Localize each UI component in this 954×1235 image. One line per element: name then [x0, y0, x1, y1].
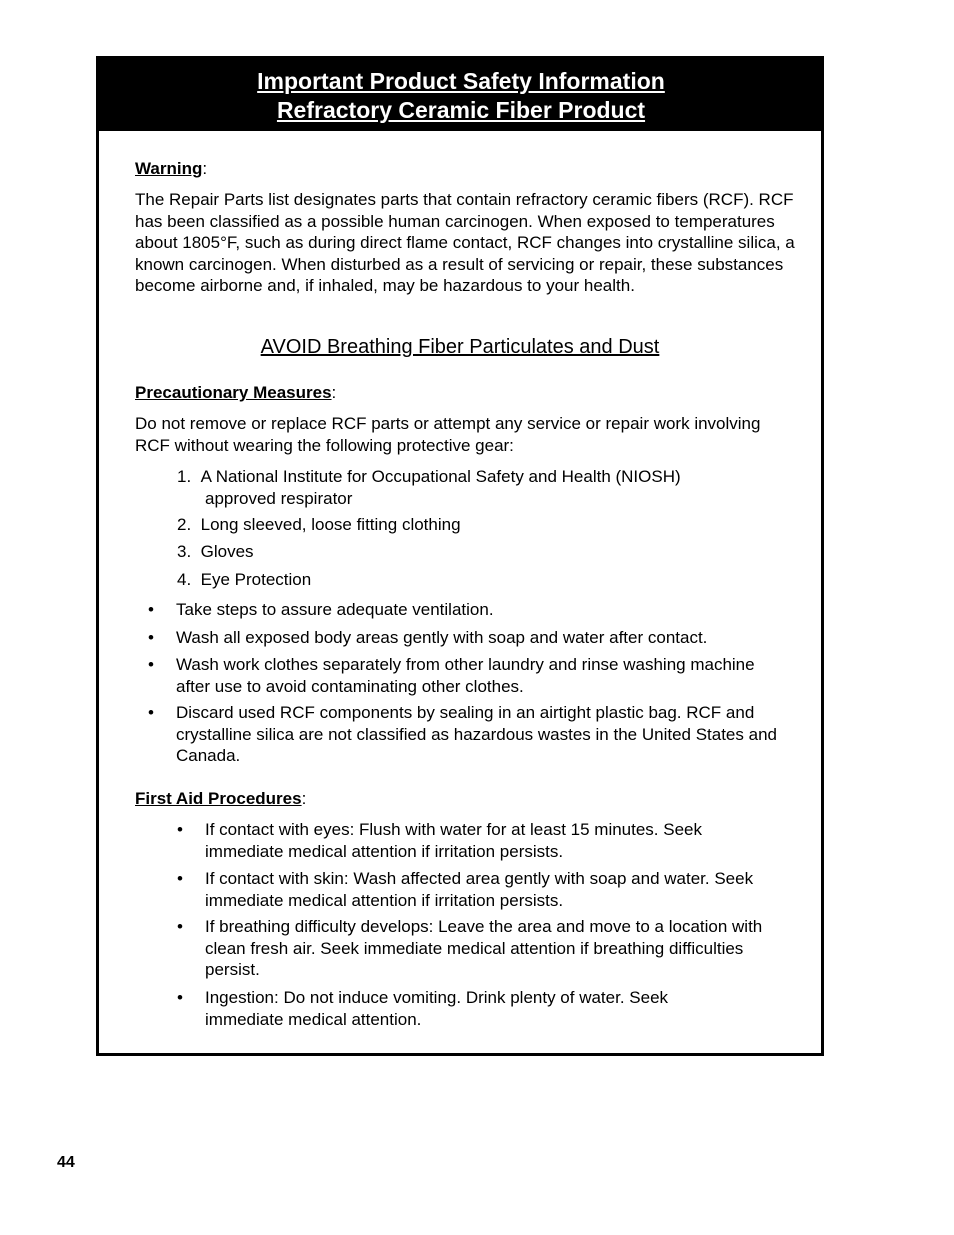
gear-item: [177, 541, 757, 563]
first-aid-colon: :: [301, 789, 307, 808]
first-aid-heading: First Aid Procedures: [135, 789, 302, 808]
gear-item-number: 1.: [177, 467, 192, 486]
precaution-bullet-text: Wash all exposed body areas gently with soap and water after contact.: [176, 628, 708, 647]
bullet-glyph: •: [177, 988, 183, 1007]
precaution-bullet-text: Wash work clothes separately from other laundry and rinse washing machine after use to avoid contaminating other clothes.: [176, 655, 755, 696]
warning-heading: Warning: [135, 159, 203, 178]
avoid-notice: AVOID Breathing Fiber Particulates and Dust: [260, 336, 660, 358]
gear-item-text: Long sleeved, loose fitting clothing: [200, 515, 461, 534]
first-aid-bullet-text: If breathing difficulty develops: Leave the area and move to a location with clean fresh air. Seek immediate medical attention if breathing difficulties persist.: [205, 917, 763, 979]
precautions-intro: Do not remove or replace RCF parts or attempt any service or repair work involving RCF without wearing the following protective gear:: [135, 414, 761, 455]
bullet-glyph: •: [148, 703, 154, 722]
gear-item-text: A National Institute for Occupational Safety and Health (NIOSH): [200, 467, 681, 486]
bullet-glyph: •: [177, 917, 183, 936]
bullet-glyph: •: [177, 820, 183, 839]
gear-item-text: Eye Protection: [200, 570, 312, 589]
gear-item-text-continued: approved respirator: [205, 488, 353, 508]
warning-colon: :: [202, 159, 208, 178]
gear-item-text: Gloves: [200, 542, 254, 561]
gear-item: [177, 466, 757, 509]
gear-item: [177, 514, 757, 536]
gear-item-number: 2.: [177, 515, 192, 534]
first-aid-heading-row: [135, 788, 306, 810]
warning-body: The Repair Parts list designates parts that contain refractory ceramic fibers (RCF). RCF has been classified as a possible human carcinogen. When exposed to temperatures about 1805°F, such as during direct flame contact, RCF changes into crystalline silica, a known carcinogen. When disturbed as a result of servicing or repair, these substances become airborne and, if inhaled, may be hazardous to your health.: [135, 190, 795, 295]
precautions-colon: :: [331, 383, 337, 402]
bullet-glyph: •: [148, 655, 154, 674]
banner-title-line-2: Refractory Ceramic Fiber Product: [276, 97, 646, 123]
precaution-bullet-text: Take steps to assure adequate ventilation.: [176, 600, 494, 619]
first-aid-bullet-text: If contact with eyes: Flush with water for at least 15 minutes. Seek immediate medical attention if irritation persists.: [205, 820, 703, 861]
gear-item: [177, 569, 757, 591]
bullet-glyph: •: [148, 628, 154, 647]
bullet-glyph: •: [148, 600, 154, 619]
gear-item-number: 4.: [177, 570, 192, 589]
bullet-glyph: •: [177, 869, 183, 888]
precautions-heading-row: [135, 382, 336, 404]
first-aid-bullet-text: Ingestion: Do not induce vomiting. Drink plenty of water. Seek immediate medical attention.: [205, 988, 669, 1029]
warning-heading-row: [135, 158, 207, 180]
banner-title-line-1: Important Product Safety Information: [257, 68, 665, 94]
first-aid-bullet-text: If contact with skin: Wash affected area gently with soap and water. Seek immediate medical attention if irritation persists.: [205, 869, 754, 910]
gear-item-number: 3.: [177, 542, 192, 561]
precaution-bullet-text: Discard used RCF components by sealing in an airtight plastic bag. RCF and crystalline silica are not classified as hazardous wastes in the United States and Canada.: [176, 703, 777, 765]
precautions-heading: Precautionary Measures: [135, 383, 332, 402]
page-number: 44: [57, 1154, 75, 1171]
